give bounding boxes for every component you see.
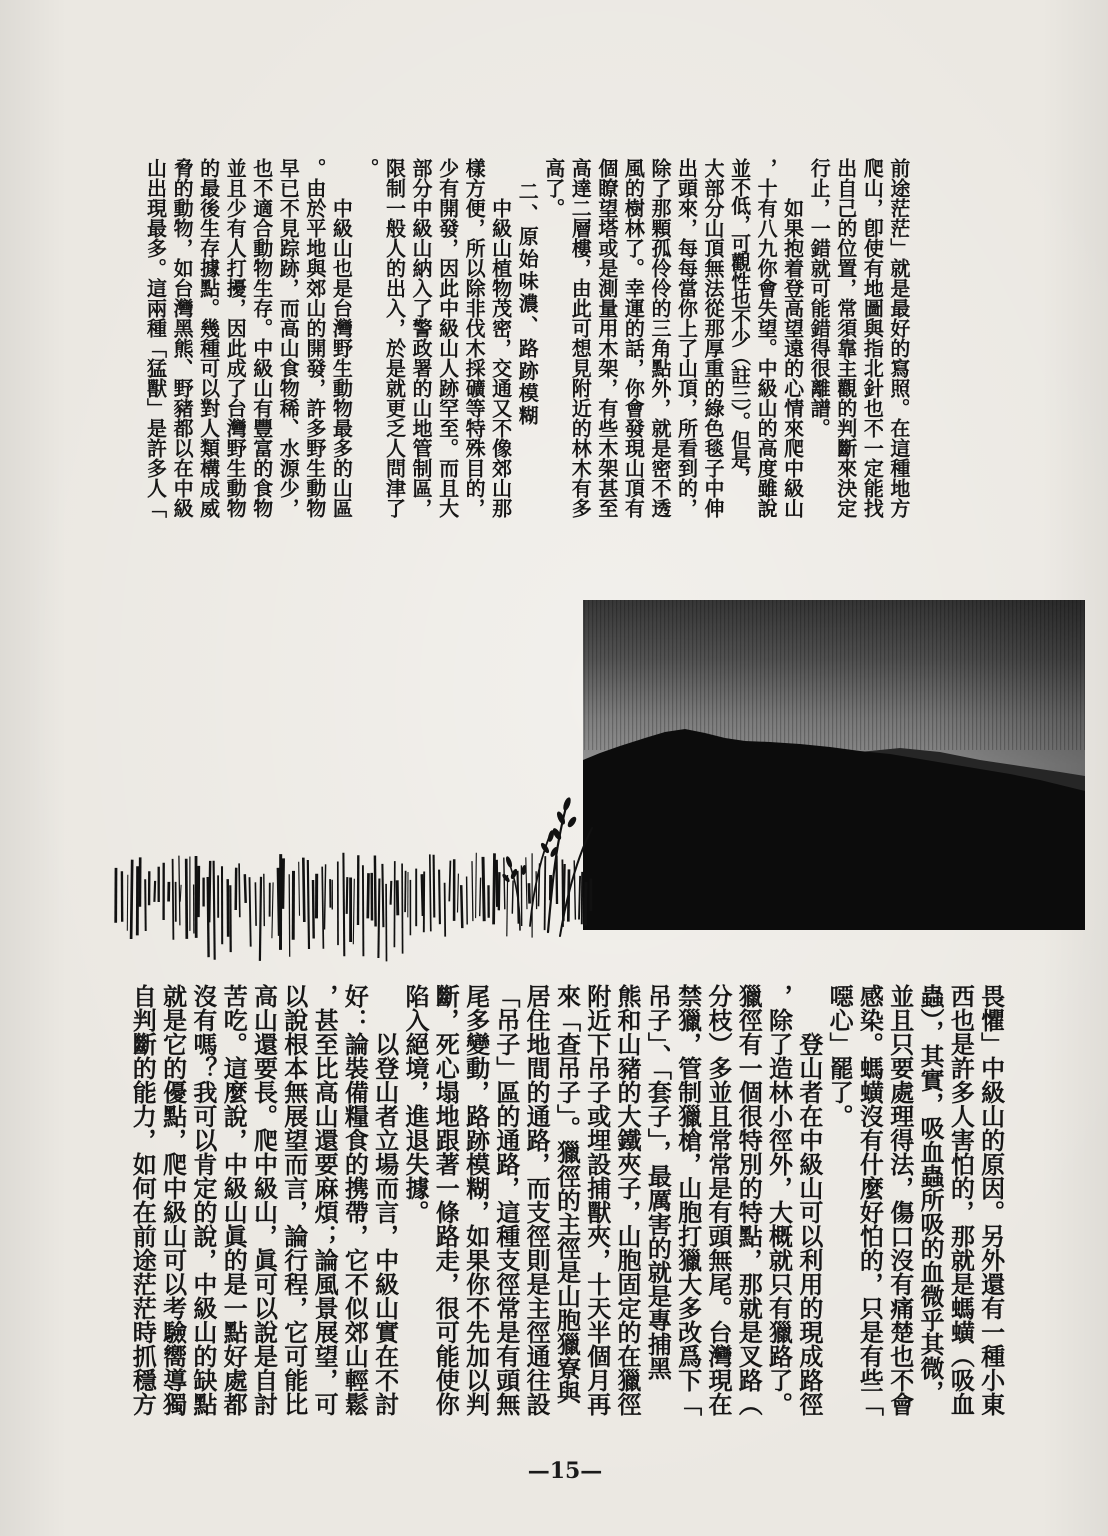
grass-blade (585, 882, 586, 926)
text-column: 以說根本無展望而言，論行程，它可能比 (279, 984, 309, 1416)
mountain-photo (583, 600, 1085, 930)
text-column: 風的樹林了。幸運的話，你會發現山頂有 (621, 158, 646, 518)
grass-blade (214, 861, 215, 960)
grass-blade (422, 874, 423, 916)
grass-blade (303, 858, 304, 922)
grass-blade (391, 881, 392, 905)
grass-blade (179, 856, 180, 926)
section-heading: 二、原始味濃、路跡模糊 (515, 181, 540, 428)
grass-blade (480, 878, 481, 917)
grass-blade (529, 883, 530, 903)
grass-blade (467, 877, 468, 925)
grass-blade (434, 855, 435, 918)
text-column: 並不低，可觀性也不少（註三）。但是， (727, 158, 752, 487)
grass-blade (347, 877, 348, 914)
text-column: 中級山植物茂密，交通又不像郊山那 (488, 198, 513, 518)
text-column: 爬山，卽使有地圖與指北針也不一定能找 (860, 158, 885, 518)
grass-blade (557, 856, 558, 905)
grass-blade (458, 874, 459, 913)
text-column: 。由於平地與郊山的開發，許多野生動物 (302, 158, 327, 518)
grass-blade (343, 853, 344, 956)
text-column: 行止，一錯就可能錯得很離譜。 (807, 158, 832, 438)
grass-blade (378, 879, 379, 959)
text-column: 並且只要處理得法，傷口沒有痛楚也不會 (885, 984, 915, 1416)
text-column: 蟲），其實，吸血蟲所吸的血微乎其微， (916, 984, 946, 1404)
grass-blade (526, 857, 527, 909)
grass-blade (154, 881, 155, 902)
text-column: 噁心」罷了。 (825, 984, 855, 1128)
text-column: 陷入絕境，進退失據。 (400, 984, 430, 1224)
text-column: 除了那顆孤伶伶的三角點外，就是密不透 (647, 158, 672, 518)
text-column: 畏懼」中級山的原因。另外還有一種小東 (976, 984, 1006, 1416)
grass-blade (127, 875, 128, 931)
grass-blade (255, 882, 256, 926)
grass-blade (430, 854, 431, 931)
grass-blade (507, 875, 508, 936)
text-column: 來「查吊子」。獵徑的主徑是山胞獵寮與 (552, 984, 582, 1404)
lower-text-block (127, 984, 1006, 1418)
text-column: 自判斷的能力，如何在前途茫茫時抓穩方 (128, 984, 158, 1416)
grass-blade (186, 859, 187, 939)
grass-blade (299, 862, 300, 916)
grass-blade (472, 861, 473, 921)
grass-blade (325, 864, 326, 929)
text-column: 好：論裝備糧食的携帶，它不似郊山輕鬆 (340, 984, 370, 1416)
text-column: ，十有八九你會失望。中級山的高度雖說 (754, 158, 779, 518)
grass-blade (283, 858, 284, 908)
grass-blade (239, 863, 240, 917)
text-column: 如果抱着登高望遠的心情來爬中級山 (780, 198, 805, 518)
text-column: 早已不見踪跡，而高山食物稀、水源少， (276, 158, 301, 518)
grass-blade (209, 861, 210, 922)
grass-blade (313, 880, 314, 939)
text-column: 分枝）多並且常常是有頭無尾。台灣現在 (703, 984, 733, 1416)
text-column: 並且少有人打擾，因此成了台灣野生動物 (223, 158, 248, 518)
grass-blade (445, 883, 446, 937)
grass-blade (375, 856, 376, 927)
grass-blade (173, 859, 174, 940)
grass-blade (180, 885, 181, 902)
grass-blade (497, 860, 498, 907)
grass-blade (353, 879, 354, 945)
grass-blade (402, 864, 403, 954)
text-column: 前途茫茫」就是最好的寫照。在這種地方 (886, 158, 911, 518)
grass-blade (145, 879, 146, 931)
page-number: —15— (527, 1458, 603, 1484)
text-column: 斷，死心塌地跟著一條路走，很可能使你 (431, 984, 461, 1416)
grass-blade (579, 876, 580, 920)
grass-blade (272, 882, 273, 938)
text-column: ，甚至比高山還要麻煩；論風景展望，可 (310, 984, 340, 1416)
text-column: 獵徑有一個很特別的特點，那就是叉路（ (734, 984, 764, 1416)
text-column: 大部分山頂無法從那厚重的綠色毯子中伸 (701, 158, 726, 518)
grass-blade (289, 874, 290, 956)
grass-blade (449, 861, 450, 902)
grass-blade (264, 874, 265, 926)
text-column: 尾多變動，路跡模糊，如果你不先加以判 (461, 984, 491, 1416)
grass-blade (382, 864, 383, 927)
grass-blade (461, 885, 462, 928)
text-column: 也不適合動物生存。中級山有豐富的食物 (249, 158, 274, 518)
text-column: 吊子」、「套子」，最厲害的就是專捕黑 (643, 984, 673, 1380)
text-column: 個瞭望塔或是測量用木架，有些木架甚至 (594, 158, 619, 518)
grass-blade (236, 868, 237, 910)
grass-blade (483, 857, 484, 921)
text-column: 出頭來，每每當你上了山頂，所看到的， (674, 158, 699, 518)
text-column: 的最後生存據點。幾種可以對人類構成威 (196, 158, 221, 518)
grass-blade (494, 853, 495, 924)
illustration-area (100, 588, 1100, 973)
grass-blade (260, 877, 261, 961)
grass-blade (545, 856, 546, 930)
text-column: 就是它的優點，爬中級山可以考驗嚮導獨 (158, 984, 188, 1416)
grass-blade (363, 865, 364, 956)
text-column: 附近下吊子或埋設捕獸夾，十天半個月再 (582, 984, 612, 1416)
text-column: ，除了造林小徑外，大概就只有獵路了。 (764, 984, 794, 1416)
text-column: 感染。螞蟥沒有什麼好怕的，只是有些「 (855, 984, 885, 1416)
grass-blade (439, 870, 440, 925)
text-column: 高達二層樓，由此可想見附近的林木有多 (568, 158, 593, 518)
grass-blade (476, 853, 477, 918)
text-column: 山出現最多。這兩種「猛獸」是許多人「 (143, 158, 168, 518)
text-column: 樣方便，所以除非伐木採礦等特殊目的， (462, 158, 487, 518)
grass-blade (131, 860, 132, 939)
text-column: 以登山者立場而言，中級山實在不討 (370, 1032, 400, 1416)
text-column: 限制一般人的出入，於是就更乏人問津了 (382, 158, 407, 518)
grass-blade (504, 858, 505, 910)
text-column: 苦吃。這麼說，中級山眞的是一點好處都 (219, 984, 249, 1416)
text-column: 熊和山豬的大鐵夾子，山胞固定的在獵徑 (613, 984, 643, 1416)
grass-blade (405, 871, 406, 912)
text-column: 少有開發，因此中級山人跡罕至。而且大 (435, 158, 460, 518)
text-column: 高了。 (541, 158, 566, 218)
text-column: 禁獵，管制獵槍，山胞打獵大多改爲下「 (673, 984, 703, 1416)
text-column: 中級山也是台灣野生動物最多的山區 (329, 198, 354, 518)
grass-blade (499, 872, 500, 910)
grass-blade (250, 877, 251, 946)
grass-blade (245, 874, 246, 903)
grass-blade (368, 873, 369, 918)
text-column: 登山者在中級山可以利用的現成路徑 (794, 1032, 824, 1416)
grass-blade (512, 881, 513, 914)
text-column: 高山還要長。爬中級山，眞可以說是自討 (249, 984, 279, 1416)
text-column: 部分中級山納入了警政署的山地管制區， (409, 158, 434, 518)
grass-blade (397, 880, 398, 915)
text-column: 「吊子」區的通路，這種支徑常是有頭無 (491, 984, 521, 1416)
grass-blade (308, 860, 309, 949)
grass-blade (322, 867, 323, 949)
text-column: 西也是許多人害怕的，那就是螞蟥（吸血 (946, 984, 976, 1416)
text-column: 脅的動物，如台灣黑熊、野豬都以在中級 (170, 158, 195, 518)
text-column: 。 (355, 158, 380, 178)
text-column: 出自己的位置，常須靠主觀的判斷來決定 (833, 158, 858, 518)
upper-text-block (142, 158, 912, 520)
text-column: 沒有嗎？我可以肯定的說，中級山的缺點 (188, 984, 218, 1416)
text-column: 居住地間的通路，而支徑則是主徑通往設 (522, 984, 552, 1416)
